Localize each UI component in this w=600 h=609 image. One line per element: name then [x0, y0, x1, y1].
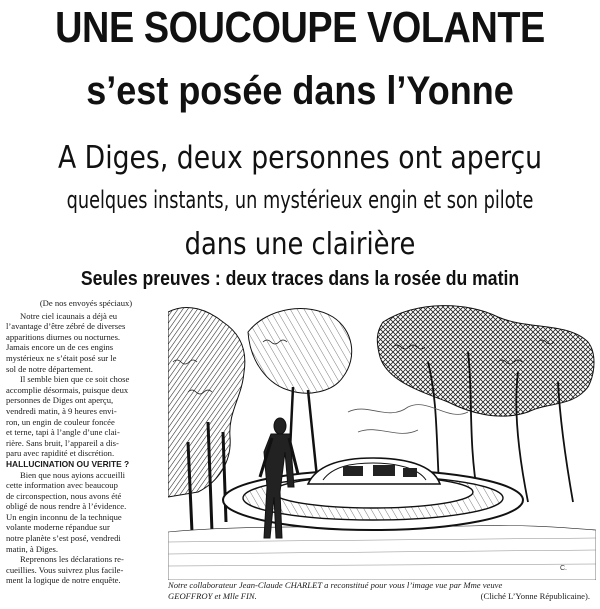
headline-line-1: UNE SOUCOUPE VOLANTE — [55, 3, 545, 52]
left-tree-mass — [168, 307, 245, 497]
article-subhead: HALLUCINATION OU VERITE ? — [6, 458, 130, 469]
article-line: Il semble bien que ce soit chose — [20, 374, 130, 385]
article-line: vendredi matin, à 9 heures envi- — [6, 405, 117, 416]
article-line: ron, un engin de couleur foncée — [6, 416, 115, 427]
caption-line-2: GEOFFROY et Mlle FIN. — [168, 591, 257, 601]
article-paragraph-3 — [6, 470, 166, 555]
article-line: Notre ciel icaunais a déjà eu — [20, 310, 118, 321]
article-line: rière. Sans bruit, l’appareil a dis- — [6, 437, 119, 448]
article-line: cette information avec beaucoup — [6, 480, 118, 491]
article-line: Bien que nous ayions accueilli — [20, 469, 126, 480]
article-line: de circonspection, nous avons été — [6, 490, 122, 501]
article-line: obligé de nous rendre à l’évidence. — [6, 501, 127, 512]
subheadline-line-2: quelques instants, un mystérieux engin et son pilote — [66, 186, 534, 214]
subheadline-line-1: A Diges, deux personnes ont aperçu — [57, 140, 543, 176]
article-line: Un engin inconnu de la technique — [6, 511, 122, 522]
article-byline: (De nos envoyés spéciaux) — [39, 298, 133, 308]
illustration-drawing — [168, 302, 596, 580]
article-line: apparitions diurnes ou nocturnes. — [6, 331, 121, 342]
center-tree — [248, 309, 352, 394]
article-line: accomplie désormais, puisque deux — [6, 384, 129, 395]
ground — [168, 525, 596, 580]
subheadline-line-3: dans une clairière — [184, 227, 416, 262]
article-line: ment la logique de notre enquête. — [6, 575, 121, 586]
article-line: Jamais encore un de ces engins — [6, 342, 114, 353]
article-line: paru avec rapidité et discrétion. — [6, 448, 115, 459]
artist-signature: C. — [560, 565, 567, 572]
article-column — [6, 298, 166, 586]
article-line: matin, à Diges. — [6, 543, 59, 554]
article-line: volante moderne répandue sur — [6, 522, 110, 533]
article-line: Reprenons les déclarations re- — [20, 554, 124, 565]
sky-scribbles — [348, 405, 468, 434]
caption-line-1: Notre collaborateur Jean-Claude CHARLET a reconstitué pour vous l’image vue par Mme veuve — [168, 580, 503, 590]
deck-headline: Seules preuves : deux traces dans la rosée du matin — [80, 268, 520, 290]
article-line: mystérieux ne s’était posé sur le — [6, 352, 117, 363]
article-line: cueillies. Vous suivrez plus facile- — [6, 564, 124, 575]
article-line: notre planète s’est posé, vendredi — [6, 533, 121, 544]
article-line: l’avantage d’être zébré de diverses — [6, 321, 126, 332]
article-paragraph-2 — [6, 374, 166, 459]
caption-credit: (Cliché L’Yonne Républicaine). — [480, 591, 590, 601]
article-paragraph-4 — [6, 554, 166, 586]
photo-caption — [168, 580, 596, 602]
right-tree-mass — [377, 306, 594, 417]
article-paragraph-1 — [6, 311, 166, 375]
article-line: et terne, tapi à l’angle d’une clai- — [6, 427, 120, 438]
article-line: personnes de Diges ont aperçu, — [6, 395, 114, 406]
saucer-illustration — [168, 302, 596, 580]
article-line: sol de notre département. — [6, 363, 93, 374]
headline-line-2: s’est posée dans l’Yonne — [86, 69, 514, 113]
